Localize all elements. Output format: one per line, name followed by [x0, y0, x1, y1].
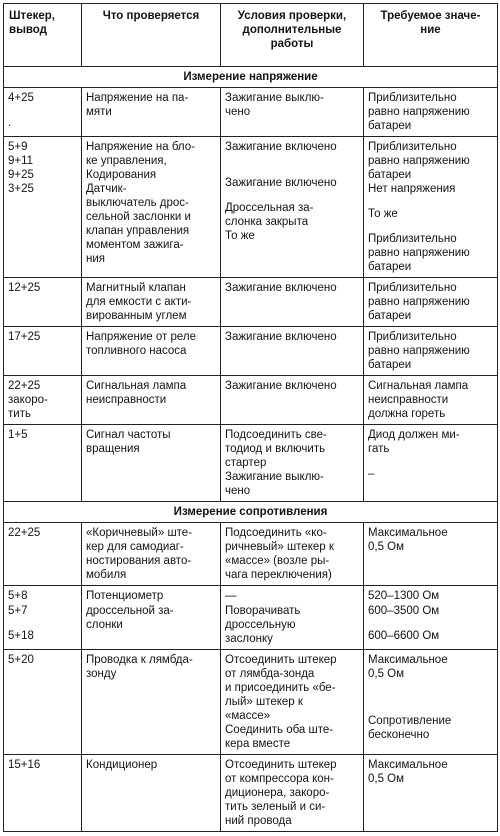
cell-line: 5+20: [8, 653, 34, 666]
cell-line: батареи: [368, 169, 412, 182]
cell-pin: [4, 754, 82, 831]
cell-line: равно напряжению: [368, 345, 470, 358]
cell-line: и присоединить «бе-: [225, 681, 336, 694]
cell-line: равно напряжению: [368, 155, 470, 168]
cell-line: 1+5: [8, 429, 28, 442]
cell-line: Зажигание включено: [225, 177, 337, 190]
cell-line: от компрессора кон-: [225, 772, 334, 785]
cell-pin: [4, 425, 82, 502]
cell-required: [364, 425, 498, 502]
cell-line: Соединить оба ште-: [225, 723, 334, 736]
cell-line: зонду: [86, 667, 117, 680]
cell-what: [82, 137, 221, 278]
cell-line: Диод должен ми-: [368, 429, 460, 442]
cell-line: Приблизительно: [368, 282, 457, 295]
cell-line: То же: [368, 208, 398, 221]
cell-line: Проводка к лямбда-: [86, 653, 193, 666]
cell-pin: [4, 376, 82, 425]
cell-line: чено: [225, 485, 251, 498]
cell-line: ний провода: [225, 814, 292, 827]
cell-line: Напряжение от реле: [86, 331, 196, 344]
cell-line: «массе» (возле ры-: [225, 555, 330, 568]
cell-what: [82, 754, 221, 831]
cell-line: Приблизительно: [368, 233, 457, 246]
cell-line: ке управления,: [86, 155, 167, 168]
cell-line: Зажигание включено: [225, 331, 337, 344]
cell-line: 22+25: [8, 380, 41, 393]
cell-line: —: [225, 590, 237, 603]
cell-line: кера вместе: [225, 737, 291, 750]
cell-line: Кодирования: [86, 169, 157, 182]
cell-line: Максимальное: [368, 653, 448, 666]
cell-line: 0,5 Ом: [368, 772, 405, 785]
cell-line: «Коричневый» ште-: [86, 527, 193, 540]
section-row: [4, 67, 498, 88]
cell-line: 520–1300 Ом: [368, 590, 440, 603]
cell-line: выключатель дрос-: [86, 197, 189, 210]
cell-line: Зажигание включено: [225, 380, 337, 393]
table-row: [4, 137, 498, 278]
cell-what: [82, 88, 221, 137]
cell-line: Датчик-: [86, 183, 127, 196]
cell-conditions: [221, 754, 364, 831]
cell-line: слонка закрыта: [225, 216, 309, 229]
cell-conditions: [221, 137, 364, 278]
cell-line: Отсоединить штекер: [225, 653, 337, 666]
cell-required: [364, 649, 498, 754]
cell-line: тить зеленый и си-: [225, 800, 326, 813]
table-row: [4, 649, 498, 754]
cell-what: [82, 649, 221, 754]
check-table: [3, 3, 498, 832]
cell-line: Приблизительно: [368, 141, 457, 154]
cell-line: 9+25: [8, 169, 34, 182]
cell-line: слонки: [86, 618, 123, 631]
table-row: [4, 278, 498, 327]
section-title: Измерение напряжение: [4, 67, 498, 88]
cell-line: батареи: [368, 261, 412, 274]
cell-conditions: [221, 523, 364, 586]
table-row: [4, 327, 498, 376]
cell-line: от лямбда-зонда: [225, 667, 315, 680]
cell-required: [364, 278, 498, 327]
cell-required: [364, 754, 498, 831]
cell-line: 0,5 Ом: [368, 667, 405, 680]
cell-line: стартер: [225, 457, 267, 470]
cell-line: сельной заслонки и: [86, 211, 191, 224]
table-row: [4, 523, 498, 586]
cell-line: вращения: [86, 443, 140, 456]
cell-line: 22+25: [8, 527, 41, 540]
cell-required: [364, 327, 498, 376]
cell-line: Максимальное: [368, 527, 448, 540]
cell-line: Сигнальная лампа: [368, 380, 469, 393]
cell-line: батареи: [368, 120, 412, 133]
cell-line: «массе»: [225, 709, 270, 722]
header-what: Что проверяется: [82, 4, 221, 67]
cell-what: [82, 523, 221, 586]
cell-required: [364, 88, 498, 137]
header-row: [4, 4, 498, 67]
cell-line: заслонку: [225, 632, 273, 645]
cell-line: неисправности: [86, 394, 167, 407]
cell-line: диционера, закоро-: [225, 786, 330, 799]
cell-what: [82, 586, 221, 649]
cell-line: дроссельной за-: [86, 604, 174, 617]
cell-line: Зажигание включено: [225, 141, 337, 154]
cell-line: тодиод и включить: [225, 443, 326, 456]
cell-line: Сигнал частоты: [86, 429, 171, 442]
cell-line: гать: [368, 443, 390, 456]
cell-line: 4+25: [8, 92, 34, 105]
cell-line: Максимальное: [368, 758, 448, 771]
cell-what: [82, 425, 221, 502]
cell-line: ричневый» штекер к: [225, 541, 334, 554]
cell-required: [364, 376, 498, 425]
cell-line: Зажигание включено: [225, 282, 337, 295]
cell-line: чено: [225, 106, 251, 119]
cell-line: Дроссельная за-: [225, 202, 314, 215]
table-row: [4, 425, 498, 502]
cell-required: [364, 137, 498, 278]
cell-required: [364, 523, 498, 586]
cell-line: Приблизительно: [368, 331, 457, 344]
cell-pin: [4, 327, 82, 376]
cell-line: батареи: [368, 359, 412, 372]
cell-conditions: [221, 88, 364, 137]
cell-what: [82, 278, 221, 327]
section-title: Измерение сопротивления: [4, 502, 498, 523]
header-conditions: Условия проверки, дополнительные работы: [221, 4, 364, 67]
cell-line: Напряжение на па-: [86, 92, 189, 105]
cell-conditions: [221, 425, 364, 502]
cell-pin: [4, 523, 82, 586]
header-pin: Штекер, вывод: [4, 4, 82, 67]
cell-line: батареи: [368, 310, 412, 323]
cell-line: равно напряжению: [368, 106, 470, 119]
cell-line: мобиля: [86, 569, 127, 582]
cell-line: Магнитный клапан: [86, 282, 186, 295]
cell-line: Отсоединить штекер: [225, 758, 337, 771]
cell-line: .: [8, 117, 12, 130]
cell-line: Нет напряжения: [368, 183, 456, 196]
cell-line: мяти: [86, 106, 112, 119]
cell-line: 600–6600 Ом: [368, 629, 440, 642]
section-row: [4, 502, 498, 523]
table-row: [4, 586, 498, 649]
cell-line: 5+7: [8, 604, 28, 617]
cell-pin: [4, 137, 82, 278]
cell-line: дроссельную: [225, 618, 296, 631]
cell-line: равно напряжению: [368, 247, 470, 260]
cell-required: [364, 586, 498, 649]
cell-line: Подсоединить «ко-: [225, 527, 327, 540]
table-body: [4, 67, 498, 832]
cell-conditions: [221, 649, 364, 754]
cell-conditions: [221, 586, 364, 649]
cell-line: 5+8: [8, 590, 28, 603]
cell-line: То же: [225, 230, 255, 243]
cell-what: [82, 376, 221, 425]
cell-line: 3+25: [8, 183, 34, 196]
cell-pin: [4, 278, 82, 327]
cell-what: [82, 327, 221, 376]
cell-line: бесконечно: [368, 728, 430, 741]
cell-line: 600–3500 Ом: [368, 604, 440, 617]
cell-line: Зажигание выклю-: [225, 92, 324, 105]
cell-line: –: [368, 468, 375, 481]
table-row: [4, 376, 498, 425]
cell-line: закоро-: [8, 394, 48, 407]
cell-line: тить: [8, 408, 31, 421]
cell-line: равно напряжению: [368, 296, 470, 309]
cell-pin: [4, 586, 82, 649]
cell-pin: [4, 649, 82, 754]
header-required: Требуемое значе- ние: [364, 4, 498, 67]
cell-line: Зажигание выклю-: [225, 471, 324, 484]
cell-line: моментом зажига-: [86, 239, 184, 252]
cell-line: Напряжение на бло-: [86, 141, 195, 154]
cell-line: чага переключения): [225, 569, 332, 582]
cell-line: 17+25: [8, 331, 41, 344]
cell-line: 5+9: [8, 141, 28, 154]
cell-line: ностирования авто-: [86, 555, 192, 568]
cell-line: клапан управления: [86, 225, 190, 238]
cell-line: кер для самодиаг-: [86, 541, 184, 554]
cell-line: Подсоединить све-: [225, 429, 327, 442]
cell-line: для емкости с акти-: [86, 296, 192, 309]
cell-line: ния: [86, 253, 106, 266]
cell-line: 5+18: [8, 629, 34, 642]
table-row: [4, 754, 498, 831]
cell-line: неисправности: [368, 394, 449, 407]
cell-conditions: [221, 327, 364, 376]
table-row: [4, 88, 498, 137]
cell-line: вированным углем: [86, 310, 187, 323]
cell-line: должна гореть: [368, 408, 446, 421]
cell-line: Потенциометр: [86, 590, 164, 603]
cell-line: Сигнальная лампа: [86, 380, 187, 393]
cell-line: 12+25: [8, 282, 41, 295]
cell-conditions: [221, 376, 364, 425]
cell-line: 15+16: [8, 758, 41, 771]
cell-line: лый» штекер к: [225, 695, 303, 708]
cell-line: топливного насоса: [86, 345, 187, 358]
cell-line: Сопротивление: [368, 714, 452, 727]
cell-line: Кондиционер: [86, 758, 158, 771]
cell-line: Приблизительно: [368, 92, 457, 105]
cell-line: 0,5 Ом: [368, 541, 405, 554]
cell-pin: [4, 88, 82, 137]
cell-conditions: [221, 278, 364, 327]
cell-line: 9+11: [8, 155, 34, 168]
cell-line: Поворачивать: [225, 604, 301, 617]
